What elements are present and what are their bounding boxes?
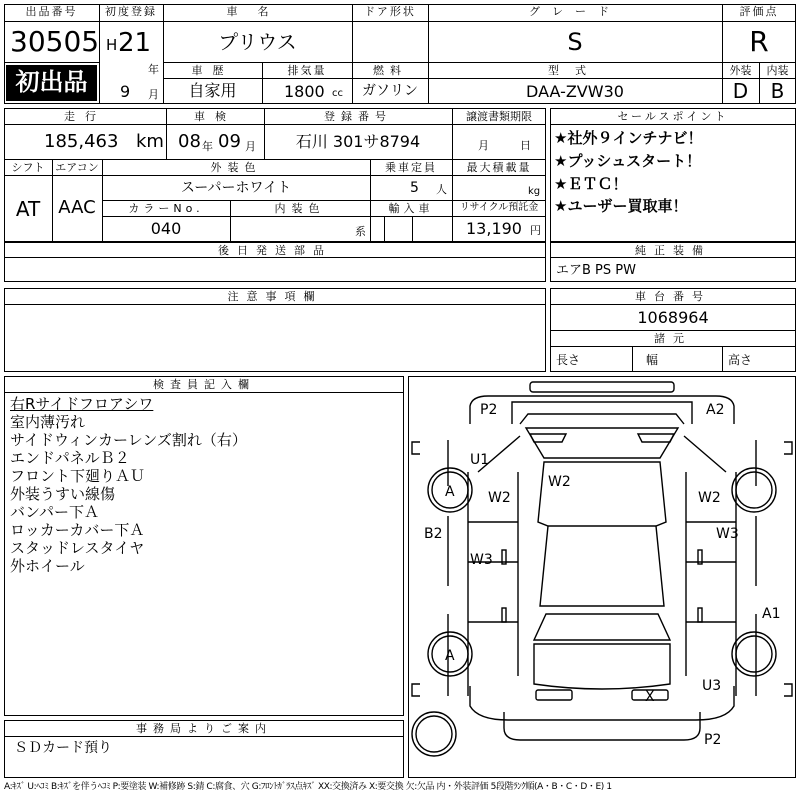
sales-point-2: ★プッシュスタート！ — [554, 152, 702, 170]
car-name: プリウス — [218, 30, 297, 54]
inspector-line-4: エンドパネルＢ２ — [10, 449, 130, 467]
sales-label: セールスポイント — [617, 110, 729, 123]
displacement-label: 排気量 — [287, 64, 327, 77]
transfer-day-unit: 日 — [520, 139, 531, 152]
length-label: 長さ — [556, 353, 581, 367]
first-reg-month-unit: 月 — [148, 88, 159, 101]
aircon: AAC — [58, 197, 96, 218]
plate-label: 登録番号 — [324, 110, 392, 123]
mileage: 185,463 — [44, 131, 119, 152]
office-label: 事務局よりご案内 — [136, 722, 272, 735]
mark-p2-bottom: P2 — [704, 732, 722, 748]
exterior-grade: D — [732, 79, 749, 103]
mark-w2-left: W2 — [488, 490, 511, 506]
model-label: 型式 — [548, 64, 602, 77]
interior-label: 内装 — [766, 64, 789, 77]
mark-a-front-left: A — [445, 484, 455, 500]
exterior-label: 外装 — [729, 64, 752, 77]
history: 自家用 — [188, 81, 237, 100]
history-label: 車歴 — [191, 64, 234, 77]
ext-color-label: 外装色 — [210, 161, 262, 174]
displacement-unit: cc — [332, 88, 343, 99]
inspection-month-unit: 月 — [245, 140, 256, 153]
inspection-label: 車検 — [194, 110, 236, 123]
mark-a1: A1 — [762, 606, 781, 622]
mark-u3: U3 — [702, 678, 722, 694]
first-reg-label: 初度登録 — [105, 5, 157, 18]
mark-b2: B2 — [424, 526, 443, 542]
mark-w2-right: W2 — [698, 490, 721, 506]
mark-a-rear-left: A — [445, 648, 455, 664]
fuel: ガソリン — [362, 83, 418, 99]
inspector-line-1: 右Rサイドフロアシワ — [10, 395, 154, 413]
mileage-unit: km — [136, 131, 164, 152]
displacement: 1800 — [284, 82, 325, 101]
mark-x: X — [645, 689, 655, 705]
model: DAA-ZVW30 — [526, 82, 624, 101]
inspector-line-7: バンパー下Ａ — [10, 503, 99, 521]
mark-w3-left: W3 — [470, 552, 493, 568]
recycle-label: リサイクル預託金 — [459, 202, 539, 213]
car-damage-diagram — [408, 376, 796, 778]
transfer-label: 譲渡書類期限 — [466, 110, 532, 123]
legend: A:ｷｽﾞ U:ﾍｺﾐ B:ｷｽﾞを伴うﾍｺﾐ P:要塗装 W:補修跡 S:錆 C:腐食、穴 G:ﾌﾛﾝﾄｶﾞﾗｽ点ｷｽﾞ XX:交換済み X:要交換 欠:欠品 内・外装評価 5段階ﾗﾝｸ順(A・B・C・D・E) 1 — [4, 782, 612, 792]
inspector-line-8: ロッカーカバー下Ａ — [10, 521, 145, 539]
inspector-line-3: サイドウィンカーレンズ割れ（右） — [10, 431, 247, 449]
chassis-label: 車台番号 — [635, 290, 711, 303]
width-label: 幅 — [646, 353, 659, 367]
inspector-line-6: 外装うすい線傷 — [10, 485, 116, 503]
first-reg-era: H — [106, 36, 118, 54]
mark-a2: A2 — [706, 402, 725, 418]
genuine-equipment-label: 純正装備 — [635, 244, 711, 257]
later-parts-label: 後日発送部品 — [218, 244, 332, 257]
door-label: ドア形状 — [364, 5, 416, 18]
first-reg-year-unit: 年 — [148, 63, 159, 76]
inspector-line-5: フロント下廻りＡＵ — [10, 467, 146, 485]
sales-point-4: ★ユーザー買取車！ — [554, 197, 688, 215]
ext-color: スーパーホワイト — [180, 180, 292, 196]
inspector-label: 検査員記入欄 — [153, 378, 255, 391]
int-color-label: 内装色 — [274, 202, 326, 215]
load-unit: kg — [528, 186, 541, 197]
score: R — [749, 25, 769, 58]
lot-number: 30505 — [10, 25, 100, 58]
mileage-label: 走行 — [64, 110, 106, 123]
mark-p2-top: P2 — [480, 402, 498, 418]
grade-label: グレード — [529, 5, 621, 18]
inspection-year-unit: 年 — [202, 140, 213, 153]
office-notice: ＳＤカード預り — [14, 740, 112, 756]
import-label: 輸入車 — [388, 202, 434, 215]
mark-u1: U1 — [470, 452, 490, 468]
fuel-label: 燃料 — [373, 64, 407, 77]
first-reg-year: 21 — [118, 28, 152, 58]
sales-point-3: ★ＥＴＣ！ — [554, 175, 628, 193]
load-label: 最大積載量 — [466, 161, 532, 174]
interior-grade: B — [770, 79, 785, 103]
genuine-equipment: エアB PS PW — [556, 263, 636, 278]
notes-label: 注意事項欄 — [227, 290, 323, 303]
score-label: 評価点 — [739, 5, 779, 18]
capacity: 5 — [410, 180, 419, 196]
shift: AT — [15, 197, 41, 221]
recycle-unit: 円 — [530, 224, 541, 237]
inspector-line-10: 外ホイール — [10, 557, 85, 575]
color-no-label: カラーNo. — [128, 202, 204, 215]
color-no: 040 — [150, 219, 182, 238]
aircon-label: エアコン — [55, 161, 99, 174]
plate: 石川 301サ8794 — [295, 132, 421, 151]
capacity-label: 乗車定員 — [385, 161, 437, 174]
recycle: 13,190 — [466, 219, 522, 238]
inspection-month: 09 — [218, 131, 241, 152]
lot-number-label: 出品番号 — [25, 5, 78, 18]
mark-w2-center: W2 — [548, 474, 571, 490]
capacity-unit: 人 — [436, 183, 447, 196]
sales-point-1: ★社外９インチナビ！ — [554, 129, 703, 147]
int-color-unit: 系 — [355, 225, 366, 238]
transfer-month-unit: 月 — [478, 139, 489, 152]
inspector-line-2: 室内薄汚れ — [10, 413, 86, 431]
chassis-number: 1068964 — [637, 308, 709, 327]
first-reg-month: 9 — [120, 82, 131, 101]
first-listing-text: 初出品 — [15, 68, 88, 96]
grade: S — [567, 28, 583, 56]
height-label: 高さ — [728, 353, 753, 367]
inspector-line-9: スタッドレスタイヤ — [10, 539, 145, 557]
car-name-label: 車名 — [226, 5, 289, 18]
shift-label: シフト — [11, 161, 45, 174]
dims-label: 諸元 — [654, 332, 692, 345]
inspection-year: 08 — [178, 131, 201, 152]
mark-w3-right: W3 — [716, 526, 739, 542]
